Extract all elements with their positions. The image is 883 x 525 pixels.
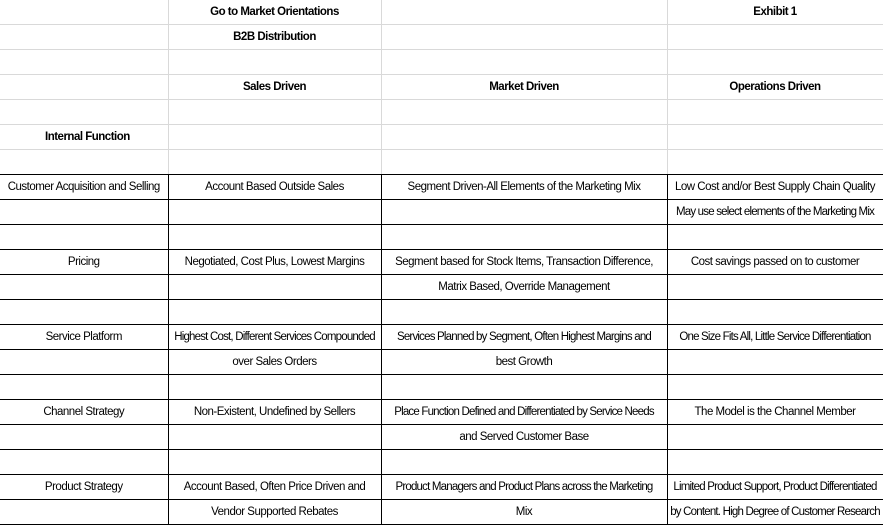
cell[interactable]	[381, 225, 667, 250]
function-name[interactable]: Pricing	[0, 250, 168, 275]
cell[interactable]	[0, 300, 168, 325]
cell[interactable]	[0, 0, 168, 25]
function-row-continued	[0, 275, 883, 300]
function-name[interactable]: Customer Acquisition and Selling	[0, 175, 168, 200]
cell[interactable]	[0, 25, 168, 50]
market-cell[interactable]: best Growth	[381, 350, 667, 375]
cell[interactable]	[667, 450, 883, 475]
cell[interactable]	[0, 375, 168, 400]
market-cell[interactable]: Product Managers and Product Plans across the Marketing	[381, 475, 667, 500]
column-header-operations[interactable]: Operations Driven	[667, 75, 883, 100]
market-cell[interactable]: Mix	[381, 500, 667, 525]
cell[interactable]	[0, 225, 168, 250]
cell[interactable]	[0, 200, 168, 225]
sales-cell[interactable]: Account Based, Often Price Driven and	[168, 475, 381, 500]
spacer-row	[0, 300, 883, 325]
function-row	[0, 325, 883, 350]
function-row-continued	[0, 350, 883, 375]
row-header-row	[0, 125, 883, 150]
market-cell[interactable]: Segment Driven-All Elements of the Marketing Mix	[381, 175, 667, 200]
operations-cell[interactable]: May use select elements of the Marketing Mix	[667, 200, 883, 225]
cell[interactable]	[667, 150, 883, 175]
operations-cell[interactable]: by Content. High Degree of Customer Research	[667, 500, 883, 525]
function-row-continued	[0, 500, 883, 525]
sales-cell[interactable]: Account Based Outside Sales	[168, 175, 381, 200]
sales-cell[interactable]	[168, 275, 381, 300]
column-header-row	[0, 75, 883, 100]
cell[interactable]	[0, 275, 168, 300]
cell[interactable]	[168, 125, 381, 150]
function-row	[0, 250, 883, 275]
cell[interactable]	[381, 25, 667, 50]
cell[interactable]	[667, 225, 883, 250]
market-cell[interactable]: and Served Customer Base	[381, 425, 667, 450]
cell[interactable]	[667, 375, 883, 400]
cell[interactable]	[0, 150, 168, 175]
cell[interactable]	[0, 50, 168, 75]
function-name[interactable]: Product Strategy	[0, 475, 168, 500]
cell[interactable]	[0, 100, 168, 125]
operations-cell[interactable]: Cost savings passed on to customer	[667, 250, 883, 275]
sales-cell[interactable]	[168, 200, 381, 225]
cell[interactable]	[168, 150, 381, 175]
subtitle-row	[0, 25, 883, 50]
cell[interactable]	[0, 75, 168, 100]
operations-cell[interactable]	[667, 425, 883, 450]
sales-cell[interactable]: Vendor Supported Rebates	[168, 500, 381, 525]
row-header-cell[interactable]: Internal Function	[0, 125, 168, 150]
cell[interactable]	[381, 0, 667, 25]
cell[interactable]	[168, 225, 381, 250]
cell[interactable]	[0, 450, 168, 475]
cell[interactable]	[0, 350, 168, 375]
cell[interactable]	[168, 450, 381, 475]
cell[interactable]	[381, 150, 667, 175]
sales-cell[interactable]	[168, 425, 381, 450]
column-header-market[interactable]: Market Driven	[381, 75, 667, 100]
market-cell[interactable]: Matrix Based, Override Management	[381, 275, 667, 300]
column-header-sales[interactable]: Sales Driven	[168, 75, 381, 100]
operations-cell[interactable]	[667, 350, 883, 375]
sales-cell[interactable]: over Sales Orders	[168, 350, 381, 375]
function-name[interactable]: Channel Strategy	[0, 400, 168, 425]
sales-cell[interactable]: Highest Cost, Different Services Compounded	[168, 325, 381, 350]
function-row	[0, 475, 883, 500]
operations-cell[interactable]: The Model is the Channel Member	[667, 400, 883, 425]
cell[interactable]	[381, 450, 667, 475]
cell[interactable]	[0, 425, 168, 450]
title-cell[interactable]: Go to Market Orientations	[168, 0, 381, 25]
blank-row	[0, 100, 883, 125]
function-row-continued	[0, 200, 883, 225]
cell[interactable]	[667, 50, 883, 75]
cell[interactable]	[0, 500, 168, 525]
title-row	[0, 0, 883, 25]
cell[interactable]	[667, 125, 883, 150]
operations-cell[interactable]: Low Cost and/or Best Supply Chain Quality	[667, 175, 883, 200]
operations-cell[interactable]	[667, 275, 883, 300]
cell[interactable]	[381, 300, 667, 325]
cell[interactable]	[381, 125, 667, 150]
cell[interactable]	[168, 300, 381, 325]
market-cell[interactable]: Segment based for Stock Items, Transaction Difference,	[381, 250, 667, 275]
cell[interactable]	[667, 100, 883, 125]
exhibit-cell[interactable]: Exhibit 1	[667, 0, 883, 25]
operations-cell[interactable]: Limited Product Support, Product Differentiated	[667, 475, 883, 500]
market-cell[interactable]	[381, 200, 667, 225]
spacer-row	[0, 375, 883, 400]
function-row	[0, 175, 883, 200]
operations-cell[interactable]: One Size Fits All, Little Service Differentiation	[667, 325, 883, 350]
cell[interactable]	[667, 25, 883, 50]
blank-row	[0, 50, 883, 75]
market-cell[interactable]: Services Planned by Segment, Often Highest Margins and	[381, 325, 667, 350]
cell[interactable]	[168, 100, 381, 125]
spacer-row	[0, 450, 883, 475]
sales-cell[interactable]: Negotiated, Cost Plus, Lowest Margins	[168, 250, 381, 275]
sales-cell[interactable]: Non-Existent, Undefined by Sellers	[168, 400, 381, 425]
cell[interactable]	[381, 375, 667, 400]
function-name[interactable]: Service Platform	[0, 325, 168, 350]
cell[interactable]	[667, 300, 883, 325]
function-row-continued	[0, 425, 883, 450]
function-row	[0, 400, 883, 425]
cell[interactable]	[168, 375, 381, 400]
cell[interactable]	[381, 100, 667, 125]
subtitle-cell[interactable]: B2B Distribution	[168, 25, 381, 50]
cell[interactable]	[381, 50, 667, 75]
market-cell[interactable]: Place Function Defined and Differentiated by Service Needs	[381, 400, 667, 425]
blank-row	[0, 150, 883, 175]
cell[interactable]	[168, 50, 381, 75]
spacer-row	[0, 225, 883, 250]
